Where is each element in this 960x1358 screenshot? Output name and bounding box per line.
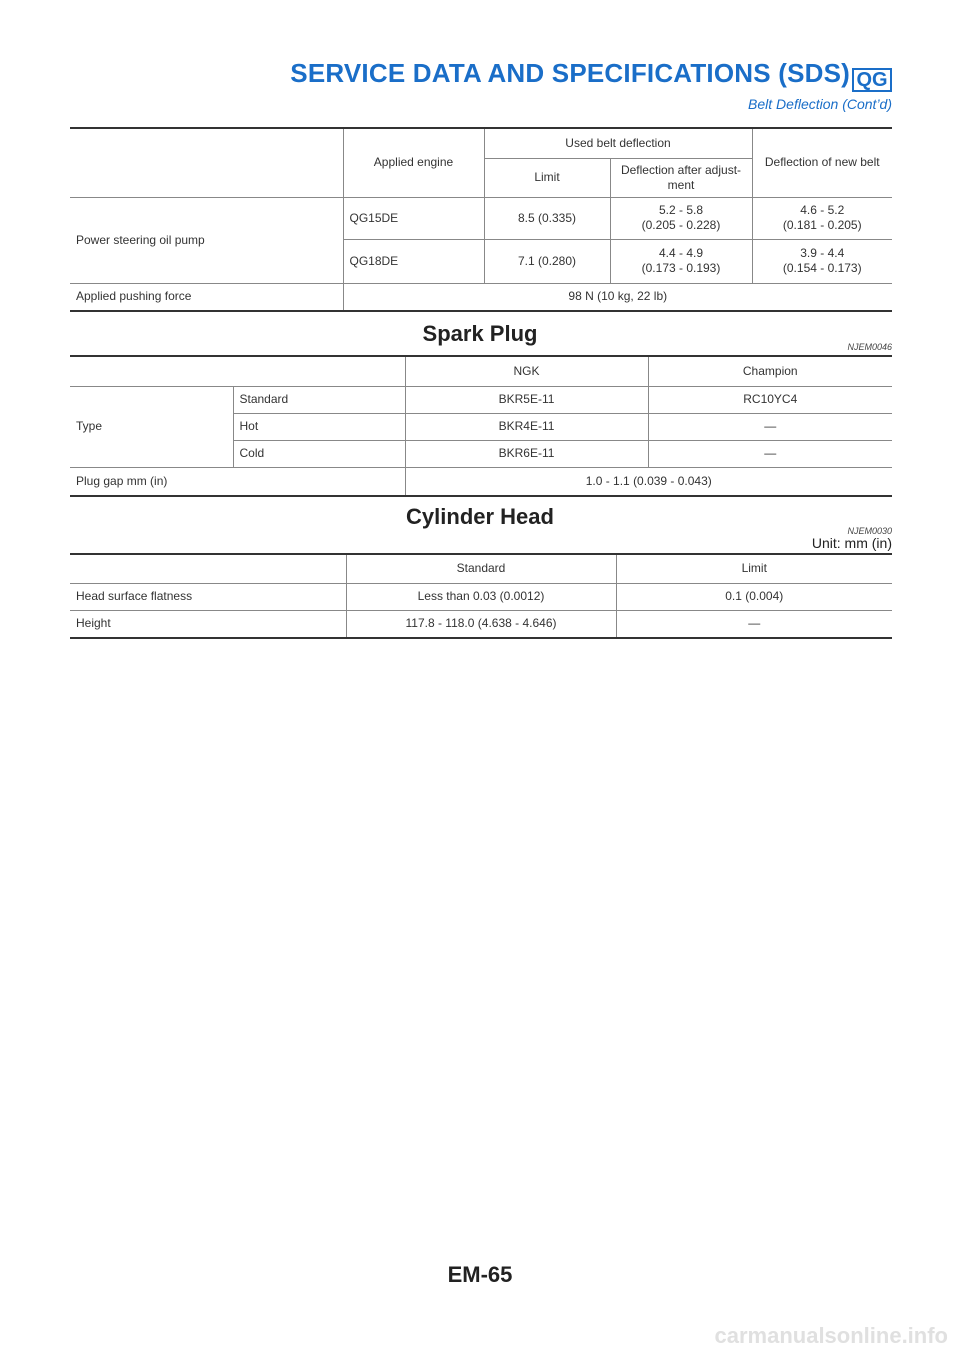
after-adjust-cell: 4.4 - 4.9 (0.173 - 0.193) [610,239,752,283]
grade-cell: Standard [233,386,405,413]
champion-cell: — [648,413,892,440]
champion-cell: — [648,440,892,467]
table-header-row [70,356,892,386]
item-power-steering-oil-pump: Power steering oil pump [70,197,343,283]
champion-cell: RC10YC4 [648,386,892,413]
table-header-row [70,554,892,583]
header-used-belt-deflection: Used belt deflection [484,128,752,158]
page-header-title: SERVICE DATA AND SPECIFICATIONS (SDS) [290,58,850,88]
header-limit: Limit [616,554,892,583]
spark-plug-heading: Spark Plug [422,321,538,346]
ngk-cell: BKR6E-11 [405,440,648,467]
table-row [70,610,892,638]
spark-plug-section-id: NJEM0046 [847,342,892,352]
page-header-subtitle: Belt Deflection (Cont’d) [748,96,892,112]
header-deflection-after-adjustment: Deflection after adjust- ment [610,158,752,197]
applied-pushing-force-label: Applied pushing force [70,283,343,311]
table-row [70,386,892,413]
table-row [70,583,892,610]
plug-gap-value: 1.0 - 1.1 (0.039 - 0.043) [405,467,892,496]
page-number: EM-65 [447,1262,513,1287]
spark-plug-table [70,355,892,497]
item-cell: Height [70,610,346,638]
table-row [70,283,892,311]
ngk-cell: BKR4E-11 [405,413,648,440]
table-header-row [70,128,892,158]
header-applied-engine: Applied engine [343,128,484,197]
section-badge: QG [852,68,892,92]
watermark[interactable]: carmanualsonline.info [714,1323,948,1348]
header-standard: Standard [346,554,616,583]
cylinder-head-table [70,553,892,639]
standard-cell: Less than 0.03 (0.0012) [346,583,616,610]
header-limit: Limit [484,158,610,197]
limit-cell: 8.5 (0.335) [484,197,610,239]
header-new-belt-deflection: Deflection of new belt [752,128,892,197]
header-ngk: NGK [405,356,648,386]
item-cell: Head surface flatness [70,583,346,610]
cylinder-head-heading: Cylinder Head [406,504,554,529]
engine-cell: QG18DE [343,239,484,283]
standard-cell: 117.8 - 118.0 (4.638 - 4.646) [346,610,616,638]
applied-pushing-force-value: 98 N (10 kg, 22 lb) [343,283,892,311]
grade-cell: Cold [233,440,405,467]
cylinder-head-section-id: NJEM0030 [847,526,892,536]
ngk-cell: BKR5E-11 [405,386,648,413]
type-label: Type [70,386,233,467]
limit-cell: 7.1 (0.280) [484,239,610,283]
table-row [70,467,892,496]
unit-label: Unit: mm (in) [811,535,892,551]
plug-gap-label: Plug gap mm (in) [70,467,405,496]
limit-cell: — [616,610,892,638]
after-adjust-cell: 5.2 - 5.8 (0.205 - 0.228) [610,197,752,239]
engine-cell: QG15DE [343,197,484,239]
limit-cell: 0.1 (0.004) [616,583,892,610]
new-belt-cell: 3.9 - 4.4 (0.154 - 0.173) [752,239,892,283]
grade-cell: Hot [233,413,405,440]
new-belt-cell: 4.6 - 5.2 (0.181 - 0.205) [752,197,892,239]
belt-deflection-table [70,127,892,312]
table-row [70,197,892,239]
header-champion: Champion [648,356,892,386]
